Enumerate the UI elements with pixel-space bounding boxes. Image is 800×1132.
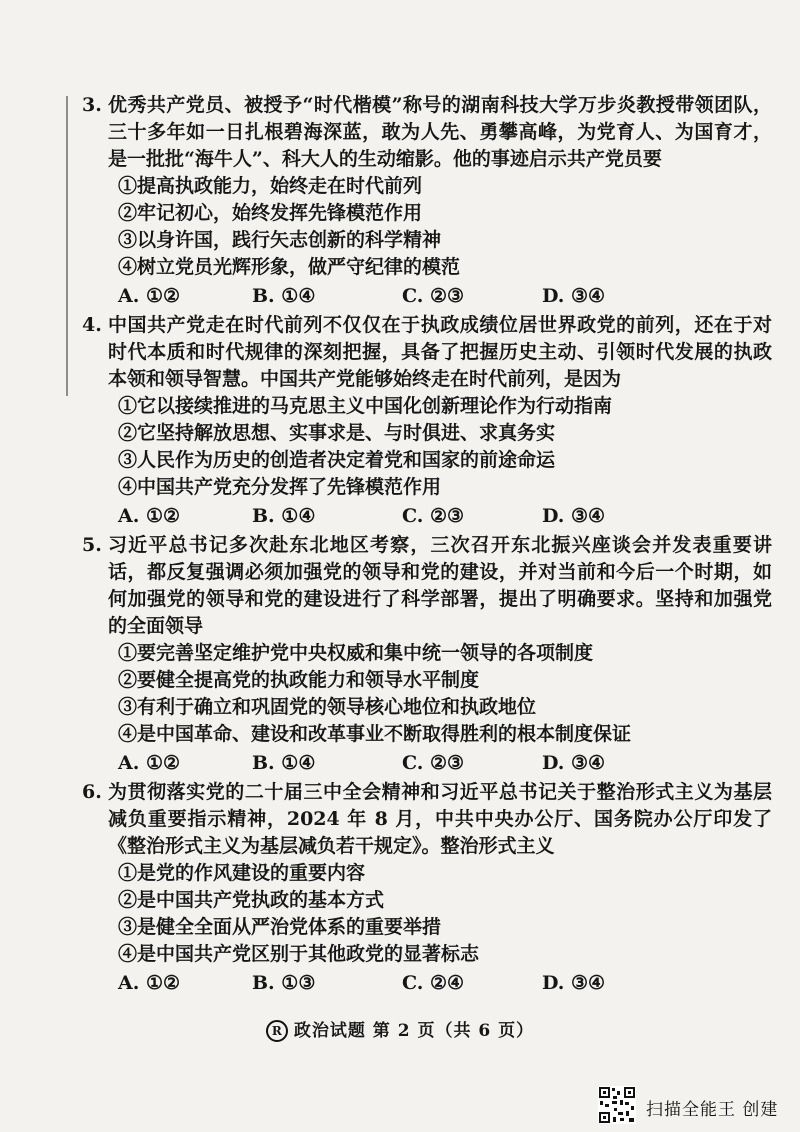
answer-choices [118,970,772,997]
choice-b: B. ①④ [252,752,316,774]
statement-option: ①要完善坚定维护党中央权威和集中统一领导的各项制度 [118,642,594,664]
choice-c: C. ②③ [402,285,465,307]
choice-c: C. ②③ [402,505,465,527]
page-footer [0,1016,800,1042]
statement-option: ①提高执政能力，始终走在时代前列 [118,175,423,197]
question-text: 中国共产党走在时代前列不仅仅在于执政成绩位居世界政党的前列，还在于对时代本质和时代规律的深刻把握，具备了把握历史主动、引领时代发展的执政本领和领导智慧。中国共产党能够始终走在时代前列，是因为 [108,314,772,390]
statement-option: ②是中国共产党执政的基本方式 [118,889,385,911]
choice-d: D. ③④ [542,285,606,307]
statement-option: ④中国共产党充分发挥了先锋模范作用 [118,476,442,498]
question-number: 5. [82,534,102,556]
choice-d: D. ③④ [542,972,606,994]
question-list [82,92,772,999]
choice-c: C. ②④ [402,972,465,994]
choice-c: C. ②③ [402,752,465,774]
choice-b: B. ①④ [252,505,316,527]
answer-choices [118,283,772,310]
question-3 [82,92,772,310]
choice-d: D. ③④ [542,505,606,527]
choice-b: B. ①③ [252,972,316,994]
statement-option: ②它坚持解放思想、实事求是、与时俱进、求真务实 [118,422,556,444]
statement-option: ②牢记初心，始终发挥先锋模范作用 [118,202,423,224]
question-stem [82,92,772,173]
registered-badge-icon: R [266,1020,288,1042]
watermark-text: 扫描全能王 创建 [646,1099,779,1120]
question-5 [82,532,772,777]
question-number: 3. [82,94,102,116]
statement-option: ③人民作为历史的创造者决定着党和国家的前途命运 [118,449,556,471]
statement-option: ④是中国共产党区别于其他政党的显著标志 [118,943,480,965]
answer-choices [118,750,772,777]
statement-option: ④是中国革命、建设和改革事业不断取得胜利的根本制度保证 [118,723,632,745]
footer-text: 政治试题 第 2 页（共 6 页） [293,1021,535,1041]
question-stem [82,779,772,860]
statement-option: ④树立党员光辉形象，做严守纪律的模范 [118,256,461,278]
question-text: 习近平总书记多次赴东北地区考察，三次召开东北振兴座谈会并发表重要讲话，都反复强调必须加强党的领导和党的建设，并对当前和今后一个时期，如何加强党的领导和党的建设进行了科学部署，提出了明确要求。坚持和加强党的全面领导 [108,534,772,637]
choice-a: A. ①② [118,505,181,527]
answer-choices [118,503,772,530]
question-number: 6. [82,781,102,803]
question-text: 为贯彻落实党的二十届三中全会精神和习近平总书记关于整治形式主义为基层减负重要指示精神，2024 年 8 月，中共中央办公厅、国务院办公厅印发了《整治形式主义为基层减负若干规定》。整治形式主义 [108,781,772,857]
question-stem [82,312,772,393]
statement-option: ③是健全全面从严治党体系的重要举措 [118,916,442,938]
statement-option: ①是党的作风建设的重要内容 [118,862,366,884]
choice-a: A. ①② [118,285,181,307]
choice-a: A. ①② [118,752,181,774]
qr-code-icon [598,1086,636,1128]
choice-b: B. ①④ [252,285,316,307]
statement-option: ①它以接续推进的马克思主义中国化创新理论作为行动指南 [118,395,613,417]
question-4 [82,312,772,530]
statement-option: ③有利于确立和巩固党的领导核心地位和执政地位 [118,696,537,718]
question-6 [82,779,772,997]
choice-d: D. ③④ [542,752,606,774]
question-number: 4. [82,314,102,336]
statement-option: ②要健全提高党的执政能力和领导水平制度 [118,669,480,691]
question-text: 优秀共产党员、被授予“时代楷模”称号的湖南科技大学万步炎教授带领团队，三十多年如一日扎根碧海深蓝，敢为人先、勇攀高峰，为党育人、为国育才，是一批批“海牛人”、科大人的生动缩影。他的事迹启示共产党员要 [108,94,772,170]
question-stem [82,532,772,640]
choice-a: A. ①② [118,972,181,994]
statement-option: ③以身许国，践行矢志创新的科学精神 [118,229,442,251]
binding-margin-line [66,96,68,396]
scanner-watermark [598,1086,778,1128]
